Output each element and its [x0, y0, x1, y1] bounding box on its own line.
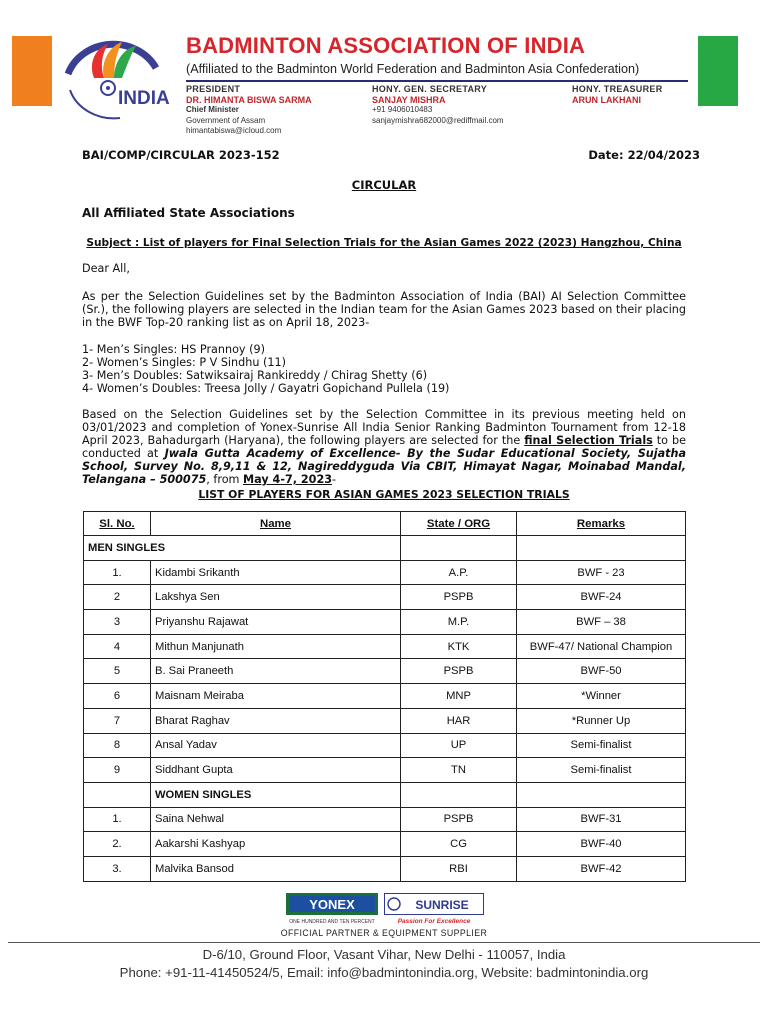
table-row: 4 Mithun Manjunath KTK BWF-47/ National Champion [84, 634, 686, 659]
table-row: 2. Aakarshi Kashyap CG BWF-40 [84, 832, 686, 857]
svg-text:ONE HUNDRED AND TEN PERCENT: ONE HUNDRED AND TEN PERCENT [289, 919, 375, 925]
section-row-men [84, 536, 686, 561]
secretary-email[interactable]: sanjaymishra682000@rediffmail.com [372, 115, 504, 125]
trials-paragraph: Based on the Selection Guidelines set by the Selection Committee in its previous meeting held on 03/01/2023 and completion of Yonex-Sunrise All India Senior Ranking Badminton Tournament from 12-18 April 2023, Bahadurgarh (Haryana), the following players are selected for the final Selection Trials to be conducted at Jwala Gutta Academy of Excellence- By the Sudar Educational Society, Sujatha School, Survey No. 8,9,11 & 12, Nagireddyguda Via CBIT, Himayat Nagar, Moinabad Mandal, Telangana – 500075, from May 4-7, 2023- [82, 408, 686, 486]
header-divider [186, 80, 688, 82]
section-row-women [84, 782, 686, 807]
col-state: State / ORG [401, 512, 517, 536]
secretary-role: HONY. GEN. SECRETARY [372, 84, 488, 94]
treasurer-name: ARUN LAKHANI [572, 94, 641, 105]
table-row: 3 Priyanshu Rajawat M.P. BWF – 38 [84, 610, 686, 635]
selected-women-singles: 2- Women’s Singles: P V Sindhu (11) [82, 356, 286, 369]
circular-reference: BAI/COMP/CIRCULAR 2023-152 [82, 148, 280, 162]
logo-india-text: INDIA [118, 88, 170, 109]
yonex-logo [286, 893, 378, 925]
table-title: LIST OF PLAYERS FOR ASIAN GAMES 2023 SELECTION TRIALS [198, 488, 570, 501]
salutation: Dear All, [82, 262, 130, 275]
col-sl: Sl. No. [84, 512, 151, 536]
col-remarks: Remarks [517, 512, 686, 536]
treasurer-block [572, 84, 663, 105]
table-row: 3. Malvika Bansod RBI BWF-42 [84, 856, 686, 881]
svg-text:SUNRISE: SUNRISE [415, 898, 469, 912]
secretary-phone: +91 9406010483 [372, 105, 433, 114]
president-role: PRESIDENT [186, 84, 241, 94]
president-govt: Government of Assam [186, 115, 266, 125]
treasurer-role: HONY. TREASURER [572, 84, 663, 94]
selected-men-singles: 1- Men’s Singles: HS Prannoy (9) [82, 343, 265, 356]
table-row: 5 B. Sai Praneeth PSPB BWF-50 [84, 659, 686, 684]
bai-logo [58, 38, 182, 124]
selected-men-doubles: 3- Men’s Doubles: Satwiksairaj Rankireddy / Chirag Shetty (6) [82, 369, 428, 382]
intro-paragraph: As per the Selection Guidelines set by the Badminton Association of India (BAI) AI Selection Committee (Sr.), the following players are selected in the Indian team for the Asian Games 2023 based on their placing in the BWF Top-20 ranking list as on April 18, 2023- [82, 290, 686, 329]
table-row: 6 Maisnam Meiraba MNP *Winner [84, 684, 686, 709]
circular-heading: CIRCULAR [351, 178, 417, 192]
table-row: 7 Bharat Raghav HAR *Runner Up [84, 708, 686, 733]
table-row: 8 Ansal Yadav UP Semi-finalist [84, 733, 686, 758]
footer-address: D-6/10, Ground Floor, Vasant Vihar, New Delhi - 110057, India [202, 947, 566, 962]
subject-line: Subject : List of players for Final Selection Trials for the Asian Games 2022 (2023) Hangzhou, China [86, 237, 682, 249]
flag-orange-bar [12, 36, 52, 106]
addressee: All Affiliated State Associations [82, 206, 295, 220]
men-singles-label: MEN SINGLES [84, 536, 401, 561]
association-title: BADMINTON ASSOCIATION OF INDIA [186, 33, 586, 58]
selected-women-doubles: 4- Women’s Doubles: Treesa Jolly / Gayatri Gopichand Pullela (19) [82, 382, 450, 395]
trial-dates: May 4-7, 2023 [243, 473, 333, 486]
flag-green-bar [698, 36, 738, 106]
table-row: 9 Siddhant Gupta TN Semi-finalist [84, 758, 686, 783]
partner-label: OFFICIAL PARTNER & EQUIPMENT SUPPLIER [280, 928, 488, 938]
president-email[interactable]: himantabiswa@icloud.com [186, 126, 282, 135]
sunrise-logo [384, 893, 484, 925]
final-trials-link: final Selection Trials [524, 434, 653, 447]
association-affiliation: (Affiliated to the Badminton World Federation and Badminton Asia Confederation) [186, 62, 640, 76]
table-row: 1. Kidambi Srikanth A.P. BWF - 23 [84, 560, 686, 585]
footer-divider [8, 942, 760, 943]
footer-contact[interactable]: Phone: +91-11-41450524/5, Email: info@badmintonindia.org, Website: badmintonindia.org [119, 965, 649, 980]
players-table [83, 511, 686, 882]
secretary-name: SANJAY MISHRA [372, 94, 446, 105]
secretary-block [372, 84, 504, 126]
president-name: DR. HIMANTA BISWA SARMA [186, 94, 312, 105]
circular-date: Date: 22/04/2023 [588, 148, 700, 162]
table-row: 2 Lakshya Sen PSPB BWF-24 [84, 585, 686, 610]
women-singles-label: WOMEN SINGLES [151, 782, 401, 807]
table-row: 1. Saina Nehwal PSPB BWF-31 [84, 807, 686, 832]
president-title: Chief Minister [186, 105, 239, 114]
table-header-row [84, 512, 686, 536]
president-block [186, 84, 312, 137]
venue: Jwala Gutta Academy of Excellence- By the Sudar Educational Society, Sujatha School, Survey No. 8,9,11 & 12, Nagireddyguda Via CBIT, Himayat Nagar, Moinabad Mandal, Telangana – 500075 [82, 447, 686, 486]
col-name: Name [151, 512, 401, 536]
svg-text:Passion For Excellence: Passion For Excellence [397, 918, 471, 925]
svg-text:YONEX: YONEX [309, 897, 355, 912]
